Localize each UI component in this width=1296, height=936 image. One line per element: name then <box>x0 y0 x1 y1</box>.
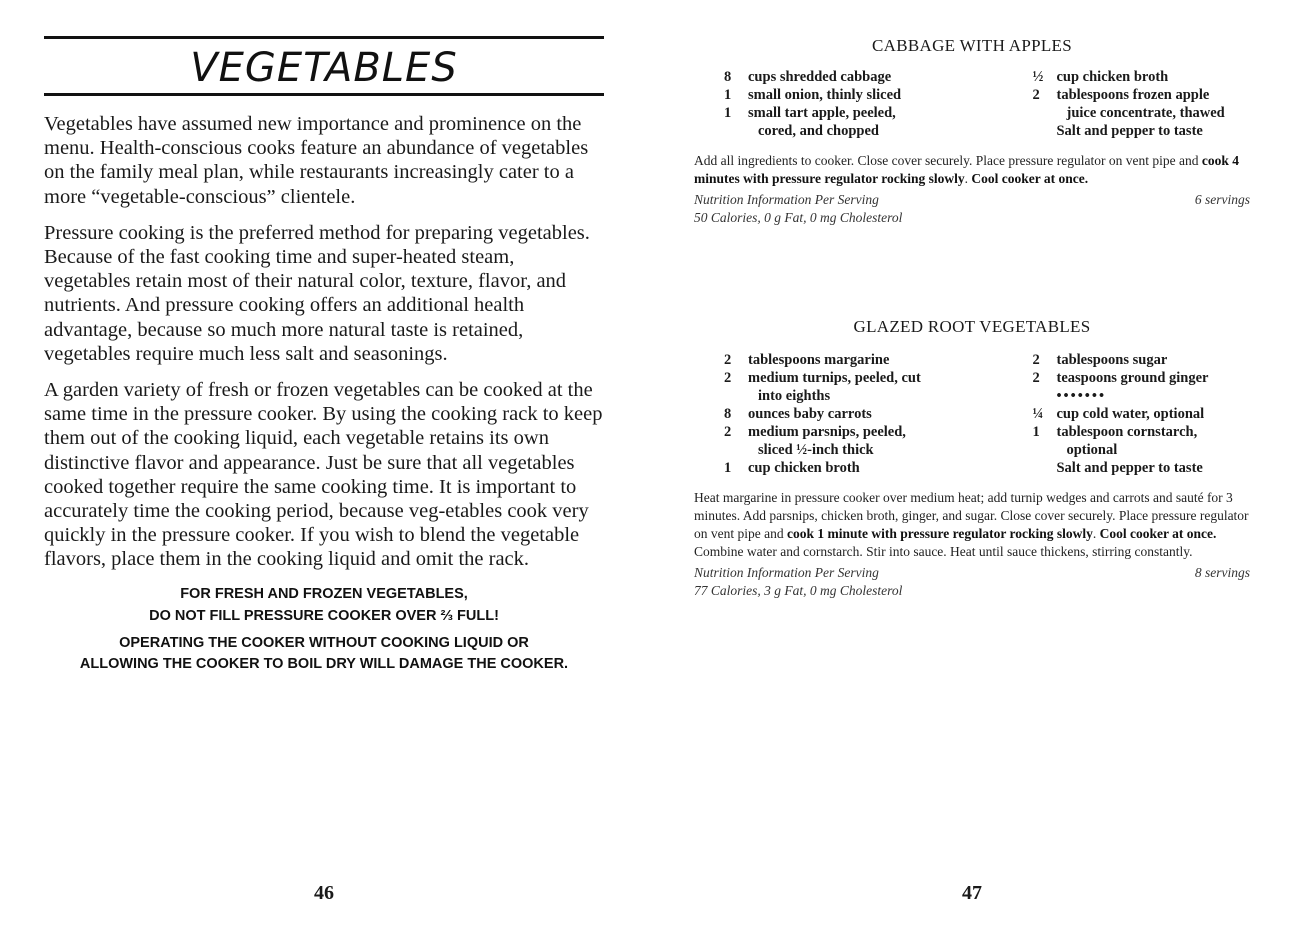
ingredient-qty: 2 <box>1032 370 1040 386</box>
ingredient-item <box>724 369 1032 405</box>
ingredient-qty: 1 <box>724 87 732 103</box>
ingredient-qty: 2 <box>724 424 732 440</box>
ingredient-text <box>1056 351 1250 369</box>
ingredient-qty: 2 <box>724 352 732 368</box>
nutrition-values: 77 Calories, 3 g Fat, 0 mg Cholesterol <box>694 583 903 598</box>
ingredient-qty: 1 <box>1032 424 1040 440</box>
title-bottom-rule <box>44 93 604 96</box>
ingredient-line: teaspoons ground ginger <box>1056 370 1209 386</box>
nutrition-info <box>694 191 1250 227</box>
ingredient-line: tablespoons frozen apple <box>1056 87 1210 103</box>
ingredient-continuation: cored, and chopped <box>758 123 879 139</box>
recipe-cabbage-with-apples <box>694 36 1250 227</box>
ingredient-column-1 <box>724 351 1032 477</box>
ingredient-line: medium turnips, peeled, cut <box>748 370 921 386</box>
ingredient-text <box>748 423 1032 459</box>
warning-line: ALLOWING THE COOKER TO BOIL DRY WILL DAMAGE THE COOKER. <box>79 655 569 672</box>
ingredient-qty: ½ <box>1032 69 1044 85</box>
ingredient-item <box>1032 351 1250 369</box>
ingredient-text <box>748 86 1032 104</box>
servings: 8 servings <box>1194 565 1250 580</box>
recipe-directions <box>694 152 1250 188</box>
ingredient-line: tablespoons margarine <box>748 352 890 368</box>
fill-level-warning <box>24 584 624 627</box>
ingredient-continuation: sliced ½-inch thick <box>758 442 874 458</box>
ingredient-qty: 1 <box>724 460 732 476</box>
ingredient-qty <box>1032 122 1056 140</box>
directions-text: . <box>964 171 972 186</box>
ingredient-item <box>1032 86 1250 122</box>
ingredient-qty: 2 <box>1032 87 1040 103</box>
directions-emphasis: cook 1 minute with pressure regulator rocking slowly <box>786 526 1093 541</box>
ingredient-text <box>1056 459 1250 477</box>
intro-paragraph: A garden variety of fresh or frozen vegetables can be cooked at the same time in the pressure cooker. By using the cooking rack to keep them out of the cooking liquid, each vegetable retains its own distinctive flavor and appearance. Just be sure that all vegetables cooked together require the same cooking time. It is important to accurately time the cooking period, because veg-etables cook very quickly in the pressure cooker. If you wish to blend the vegetable flavors, place them in the cooking liquid and omit the rack. <box>44 379 603 571</box>
ingredient-list <box>694 68 1250 140</box>
directions-emphasis: Cool cooker at once. <box>971 171 1089 186</box>
ingredient-divider <box>1032 387 1250 405</box>
ingredient-item <box>724 68 1032 86</box>
ingredient-text <box>1056 86 1250 122</box>
nutrition-info <box>694 564 1250 600</box>
ingredient-text <box>1056 405 1250 423</box>
ingredient-item <box>724 423 1032 459</box>
ingredient-qty: 2 <box>724 370 732 386</box>
ingredient-item <box>1032 423 1250 459</box>
ingredient-continuation: optional <box>1066 442 1118 458</box>
ingredient-item <box>724 351 1032 369</box>
ingredient-column-2 <box>1032 351 1250 477</box>
section-title: VEGETABLES <box>190 45 458 91</box>
ingredient-qty <box>1032 459 1056 477</box>
warning-line: FOR FRESH AND FROZEN VEGETABLES, <box>180 585 468 602</box>
ingredient-item <box>724 459 1032 477</box>
boil-dry-warning <box>24 633 624 675</box>
warning-line: OPERATING THE COOKER WITHOUT COOKING LIQUID OR <box>119 634 529 651</box>
ingredient-item <box>1032 459 1250 477</box>
ingredient-line: cup chicken broth <box>1056 69 1169 85</box>
ingredient-line: ounces baby carrots <box>748 406 872 422</box>
ingredient-line: cups shredded cabbage <box>748 69 892 85</box>
right-page <box>694 36 1250 600</box>
ingredient-line: small onion, thinly sliced <box>748 87 902 103</box>
ingredient-line: tablespoons sugar <box>1056 352 1168 368</box>
ingredient-item <box>1032 68 1250 86</box>
ingredient-text <box>748 351 1032 369</box>
warning-line <box>24 605 624 627</box>
servings: 6 servings <box>1194 192 1250 207</box>
page-number-left: 46 <box>314 882 334 904</box>
ingredient-text <box>748 68 1032 86</box>
nutrition-label: Nutrition Information Per Serving <box>694 565 879 580</box>
left-page <box>44 36 604 675</box>
ingredient-text <box>1056 68 1250 86</box>
warning-text: DO NOT FILL PRESSURE COOKER OVER <box>149 607 437 624</box>
ingredient-qty: 8 <box>724 69 732 85</box>
ingredient-line: small tart apple, peeled, <box>748 105 896 121</box>
warning-text: FULL! <box>457 607 499 624</box>
ingredient-qty: 8 <box>724 406 732 422</box>
ingredient-line: cup chicken broth <box>748 460 860 476</box>
ingredient-list <box>694 351 1250 477</box>
directions-emphasis: Cool cooker at once. <box>1099 526 1217 541</box>
ingredient-text <box>1056 122 1250 140</box>
ingredient-text <box>748 405 1032 423</box>
ingredient-text <box>748 369 1032 405</box>
ingredient-line: Salt and pepper to taste <box>1056 123 1203 139</box>
ingredient-item <box>724 405 1032 423</box>
dots-divider: ••••••• <box>1056 388 1107 404</box>
nutrition-label: Nutrition Information Per Serving <box>694 192 879 207</box>
directions-text: Heat margarine in pressure cooker over medium heat; add turnip wedges and carrots and sauté for 3 minutes. Add parsnips, chicken broth, ginger, and sugar. Close cover securely. Place pressure regulator on vent pipe and <box>694 490 1249 541</box>
ingredient-item <box>724 104 1032 140</box>
ingredient-qty: 1 <box>724 105 732 121</box>
ingredient-qty: 2 <box>1032 352 1040 368</box>
ingredient-text <box>1056 369 1250 387</box>
ingredient-text <box>748 104 1032 140</box>
ingredient-continuation: juice concentrate, thawed <box>1066 105 1225 121</box>
ingredient-column-2 <box>1032 68 1250 140</box>
recipe-title: GLAZED ROOT VEGETABLES <box>853 317 1091 336</box>
ingredient-continuation: into eighths <box>758 388 831 404</box>
directions-emphasis: cook 4 minutes with pressure regulator rocking slowly <box>694 153 1239 186</box>
warning-fraction: ⅔ <box>440 606 453 624</box>
intro-paragraph: Vegetables have assumed new importance and prominence on the menu. Health-conscious cooks feature an abundance of vegetables on the family meal plan, while restaurants increasingly cater to a more “vegetable-conscious” clientele. <box>44 113 589 208</box>
ingredient-item <box>1032 405 1250 423</box>
ingredient-item <box>1032 369 1250 387</box>
recipe-glazed-root-vegetables <box>694 317 1250 600</box>
directions-text: Add all ingredients to cooker. Close cover securely. Place pressure regulator on vent pipe and <box>694 153 1202 168</box>
directions-text: Combine water and cornstarch. Stir into sauce. Heat until sauce thickens, stirring constantly. <box>694 544 1193 559</box>
ingredient-line: Salt and pepper to taste <box>1056 460 1203 476</box>
intro-paragraph: Pressure cooking is the preferred method for preparing vegetables. Because of the fast cooking time and super-heated steam, vegetables retain most of their natural color, texture, flavor, and nutrients. And pressure cooking offers an additional health advantage, because so much more natural taste is retained, vegetables require much less salt and seasonings. <box>44 221 590 365</box>
page-number-right: 47 <box>962 882 982 904</box>
ingredient-qty: ¼ <box>1032 406 1044 422</box>
intro-text <box>44 112 604 572</box>
nutrition-values: 50 Calories, 0 g Fat, 0 mg Cholesterol <box>694 210 903 225</box>
directions-text: . <box>1092 526 1100 541</box>
ingredient-item <box>1032 122 1250 140</box>
recipe-title: CABBAGE WITH APPLES <box>872 36 1072 55</box>
ingredient-text <box>1056 423 1250 459</box>
ingredient-line: cup cold water, optional <box>1056 406 1205 422</box>
recipe-directions <box>694 489 1250 561</box>
ingredient-line: tablespoon cornstarch, <box>1056 424 1198 440</box>
ingredient-column-1 <box>724 68 1032 140</box>
ingredient-item <box>724 86 1032 104</box>
title-top-rule <box>44 36 604 39</box>
ingredient-line: medium parsnips, peeled, <box>748 424 906 440</box>
ingredient-text <box>748 459 1032 477</box>
ingredient-qty <box>1032 387 1056 405</box>
